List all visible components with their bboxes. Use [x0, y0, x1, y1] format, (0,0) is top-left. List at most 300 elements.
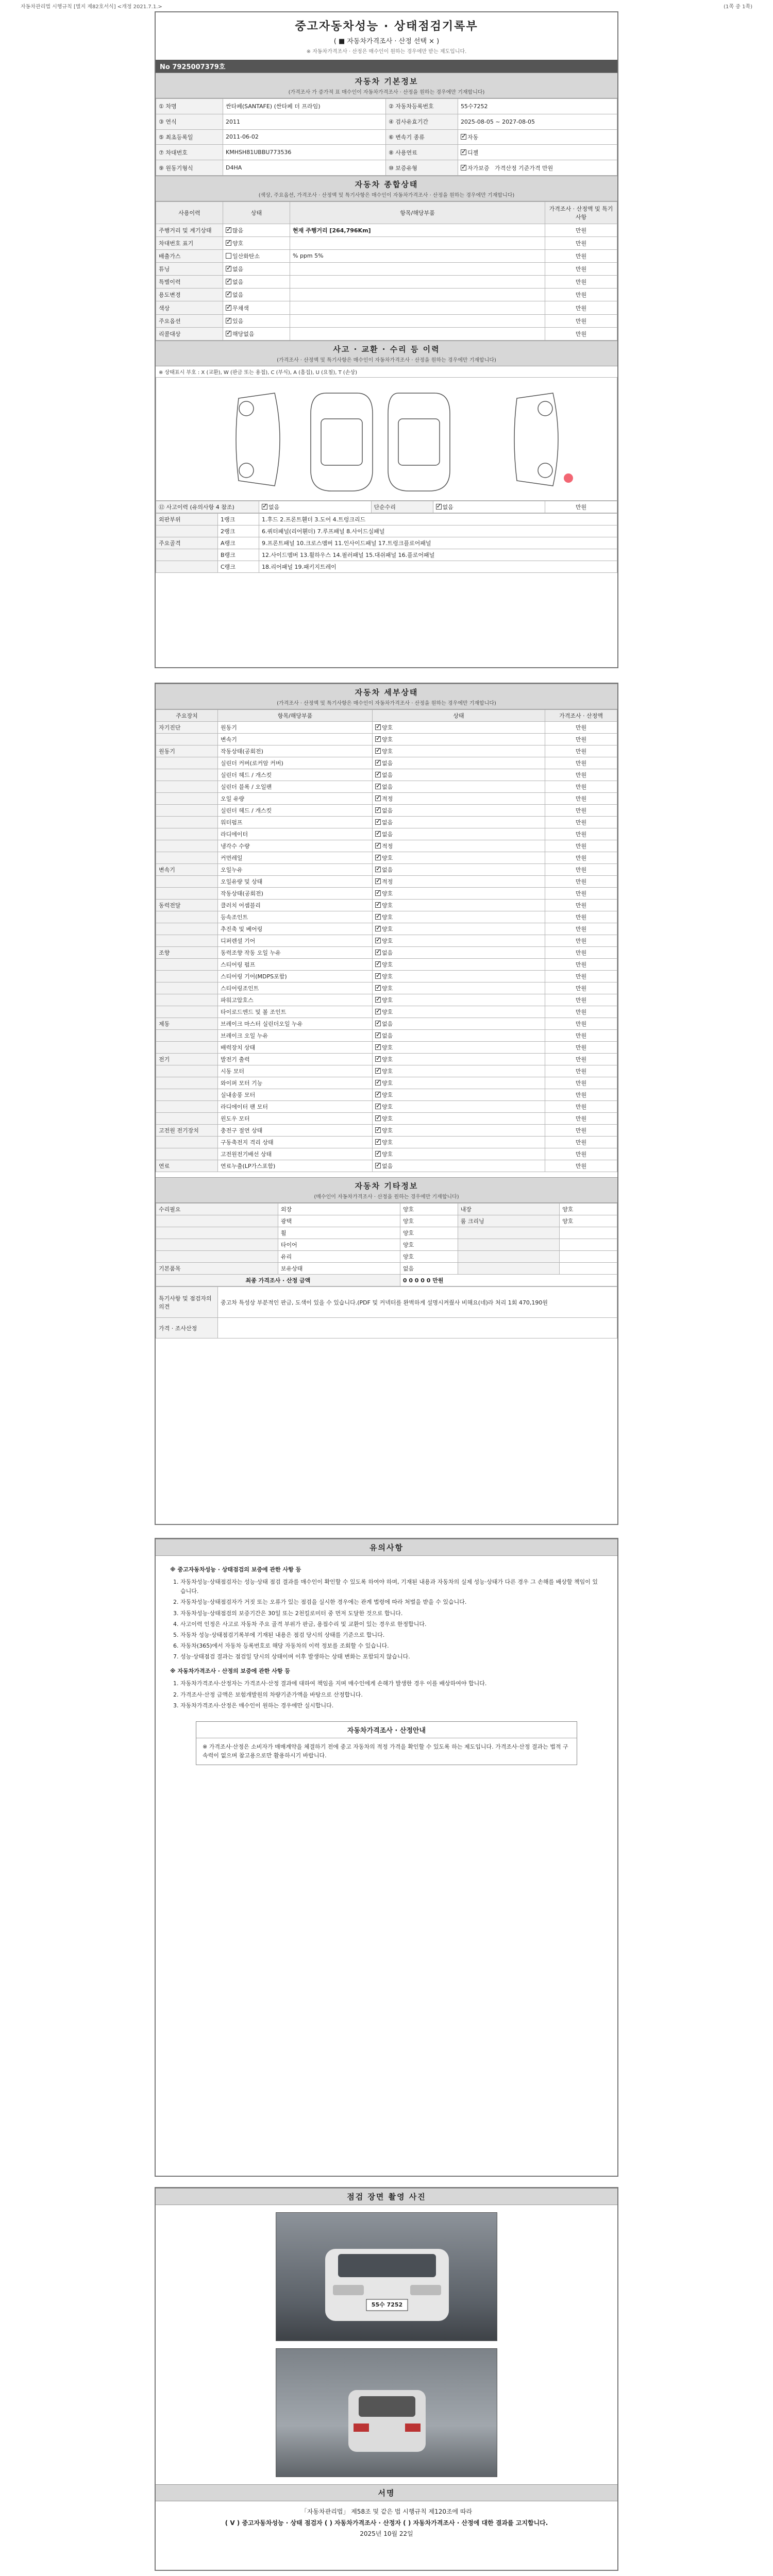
row-item-2: 내장: [458, 1204, 560, 1215]
table-row: [156, 982, 617, 994]
row-status: [373, 745, 545, 757]
row-status: ✓ 없음: [223, 289, 290, 301]
accident-legend: ※ 상태표시 부호 : X (교환), W (판금 또는 용접), C (부식), A (흠집), U (요철), T (손상): [159, 370, 358, 376]
table-row: [156, 1204, 617, 1215]
checkbox-icon: [375, 997, 381, 1003]
row-price: 만원: [545, 757, 617, 769]
row-group: [156, 876, 218, 888]
final-price-value: 0 0 0 0 0 만원: [400, 1275, 617, 1286]
row-status: [373, 1101, 545, 1113]
table-row: [156, 734, 617, 745]
special-text-2: [218, 1318, 617, 1338]
report-note: ※ 자동차가격조사 · 산정은 매수인이 원하는 경우에만 받는 제도입니다.: [306, 49, 467, 55]
checkbox-icon: [375, 985, 381, 991]
row-group: [156, 1227, 278, 1239]
extra-note: (매수인이 자동차가격조사 · 산정을 원하는 경우에만 기재합니다): [314, 1194, 459, 1200]
row-status: 일산화탄소: [223, 249, 290, 262]
rear-photo: [276, 2348, 497, 2477]
report-page-1: [155, 11, 618, 668]
table-row: [156, 793, 617, 805]
col-header: 사용이력: [156, 202, 223, 224]
row-price: 만원: [545, 314, 617, 327]
row-status-2: [560, 1251, 617, 1263]
checkbox-icon: [461, 149, 466, 155]
table-row: [156, 1263, 617, 1275]
checkbox-icon: [461, 165, 466, 171]
row-status: [373, 1148, 545, 1160]
checkbox-icon: [375, 1127, 381, 1133]
checkbox-icon: [375, 831, 381, 837]
row-group: [156, 1065, 218, 1077]
row-price: 만원: [545, 1030, 617, 1042]
status-text: 양호: [382, 1127, 393, 1134]
signature-date: 2025년 10월 22일: [360, 2530, 413, 2538]
status-text: 없음: [382, 831, 393, 838]
row-price: 만원: [545, 1054, 617, 1065]
checkbox-icon: [461, 134, 466, 140]
checkbox-icon: [375, 902, 381, 908]
checkbox-icon: [375, 1104, 381, 1109]
list-item: 5. 자동차 성능·상태점검기록부에 기재된 내용은 점검 당시의 상태를 기준으로 합니다.: [180, 1631, 603, 1640]
cell-label: [385, 160, 458, 176]
status-text: 양호: [382, 973, 393, 980]
row-status: 양호: [400, 1204, 458, 1215]
status-text: 없음: [382, 772, 393, 778]
row-group: [156, 1101, 218, 1113]
extra-header: [156, 1177, 617, 1203]
row-status: 양호: [400, 1215, 458, 1227]
row-group: [156, 1006, 218, 1018]
row-price: 만원: [545, 1077, 617, 1089]
row-status: 없음: [400, 1263, 458, 1275]
table-row: [156, 1251, 617, 1263]
row-price: 만원: [545, 249, 617, 262]
checkbox-icon: [375, 914, 381, 920]
status-text: 양호: [382, 1104, 393, 1110]
row-price: 만원: [545, 781, 617, 793]
table-row: [156, 852, 617, 864]
notice-sub-1: ※ 중고자동차성능 · 상태점검의 보증에 관한 사항 등: [170, 1566, 301, 1573]
cell-value: 55수7252: [458, 99, 617, 114]
table-row: [156, 840, 617, 852]
row-status: ✓ 있음: [223, 314, 290, 327]
row-price: 만원: [545, 1137, 617, 1148]
row-status: ✓ 없음: [223, 276, 290, 289]
row-status: [373, 947, 545, 959]
row-group: [156, 793, 218, 805]
status-text: 양호: [382, 890, 393, 897]
report-page-3: [155, 1538, 618, 2177]
row-label: 차대번호 표기: [156, 236, 223, 249]
row-detail: [290, 327, 545, 340]
basic-info-table: [156, 98, 617, 176]
row-price: 만원: [545, 923, 617, 935]
row-item: 연료누출(LP가스포함): [218, 1160, 373, 1172]
row-status: [373, 971, 545, 982]
row-status: [373, 817, 545, 828]
row-price: 만원: [545, 793, 617, 805]
row-group: [156, 828, 218, 840]
row-group: [156, 959, 218, 971]
table-row: [156, 1148, 617, 1160]
transmission-value: 자동: [467, 133, 479, 141]
accident-note: (가격조사 · 산정액 및 특기사항은 매수인이 자동차가격조사 · 산정을 원하는 경우에만 기재합니다): [277, 358, 496, 363]
row-group: 동력전달: [156, 900, 218, 911]
document-number: No 7925007379호: [156, 60, 617, 73]
table-row: [156, 1125, 617, 1137]
row-price: 만원: [545, 1160, 617, 1172]
table-row: [156, 1160, 617, 1172]
table-row: [156, 1065, 617, 1077]
status-text: 양호: [382, 1009, 393, 1015]
row-status: ✓ 해당없음: [223, 327, 290, 340]
row-label: 리콜대상: [156, 327, 223, 340]
warranty-value: 자가보증: [467, 164, 490, 172]
row-label: 주행거리 및 계기상태: [156, 224, 223, 236]
row-item: 브레이크 마스터 실린더오일 누유: [218, 1018, 373, 1030]
summary-title: 자동차 종합상태: [355, 180, 418, 189]
row-price: 만원: [545, 1125, 617, 1137]
car-damage-diagram: [156, 377, 617, 501]
accident-header: [156, 341, 617, 366]
extra-title: 자동차 기타정보: [355, 1181, 418, 1191]
row-item-2: [458, 1239, 560, 1251]
table-row: [156, 1215, 617, 1227]
rank-table: 외판부위 1랭크 1.후드 2.프론트휀더 3.도어 4.트렁크리드 2랭크 6.쿼터패널(리어휀더) 7.루프패널 8.사이드실패널 주요골격 A랭크 9.프론트패널 10.크로스멤버 11.인사이드패널 17.트렁크플로어패널 B랭크 12.사이드멤버 13.휠하우스 14.필러패널 15.대쉬패널 16.플로어패널 C랭크 18.리어패널 19.패키지트레이: [156, 513, 617, 573]
signature-line-1: 「자동차관리법」 제58조 및 같은 법 시행규칙 제120조에 따라: [300, 2508, 473, 2515]
status-text: 양호: [382, 926, 393, 933]
row-item: 스티어링 기어(MDPS포함): [218, 971, 373, 982]
row-label: 주요옵션: [156, 314, 223, 327]
checkbox-icon: [375, 973, 381, 979]
row-item: 실린더 헤드 / 개스킷: [218, 805, 373, 817]
row-status: [373, 805, 545, 817]
table-row: [156, 757, 617, 769]
row-group: [156, 852, 218, 864]
basic-info-note: (가격조사 가 증가적 표 매수인이 자동차가격조사 · 산정을 원하는 경우에만 기재합니다): [288, 90, 485, 95]
row-item: 원동기: [218, 722, 373, 734]
row-item: 타이로드엔드 및 볼 조인트: [218, 1006, 373, 1018]
col-header: 가격조사 · 산정액: [545, 710, 617, 722]
row-status: 양호: [400, 1239, 458, 1251]
col-header: 상태: [223, 202, 290, 224]
notice-list-1: [170, 1578, 603, 1662]
row-price: 만원: [545, 1113, 617, 1125]
row-status: [373, 935, 545, 947]
row-item: 파워고압호스: [218, 994, 373, 1006]
table-row: [156, 1113, 617, 1125]
row-price: 만원: [545, 900, 617, 911]
summary-header: [156, 176, 617, 201]
checkbox-icon: [375, 772, 381, 777]
row-status: [373, 734, 545, 745]
cell-value: 싼타페(SANTAFE) (싼타페 더 프라임): [223, 99, 386, 114]
status-text: 양호: [382, 1115, 393, 1122]
row-group: 기본품목: [156, 1263, 278, 1275]
detail-note: (가격조사 · 산정액 및 특기사항은 매수인이 자동차가격조사 · 산정을 원하는 경우에만 기재합니다): [277, 701, 496, 706]
row-status: ✓ 많음: [223, 224, 290, 236]
row-label: 배출가스: [156, 249, 223, 262]
row-group: [156, 1215, 278, 1227]
table-row: [156, 947, 617, 959]
row-item-2: [458, 1263, 560, 1275]
list-item: 1. 자동차가격조사·산정자는 가격조사·산정 결과에 대하여 책임을 지며 매수인에게 손해가 발생한 경우 이를 배상하여야 합니다.: [180, 1679, 603, 1688]
row-status: [373, 923, 545, 935]
row-status: [373, 1125, 545, 1137]
row-status: ✓ 양호: [223, 236, 290, 249]
row-item: 동력조향 작동 오일 누유: [218, 947, 373, 959]
row-price: 만원: [545, 959, 617, 971]
checkbox-icon: [375, 938, 381, 943]
car-outline-icon: [156, 378, 618, 500]
row-status: [373, 888, 545, 900]
row-item: 워터펌프: [218, 817, 373, 828]
list-item: 4. 사고이력 인정은 사고로 자동차 주요 골격 부위가 판금, 용접수리 및 교환이 있는 경우로 한정합니다.: [180, 1620, 603, 1629]
checkbox-icon: [375, 1056, 381, 1062]
row-item: 등속조인트: [218, 911, 373, 923]
row-price: 만원: [545, 289, 617, 301]
row-status: ✓ 무채색: [223, 301, 290, 314]
row-label: 색상: [156, 301, 223, 314]
list-item: 3. 자동차가격조사·산정은 매수인이 원하는 경우에만 실시합니다.: [180, 1701, 603, 1710]
signature-line-2: ( V ) 중고자동차성능 · 상태 점검자 ( ) 자동차가격조사 · 산정자 ( ) 자동차가격조사 · 산정에 대한 결과를 고지합니다.: [225, 2519, 548, 2527]
table-row: [156, 1101, 617, 1113]
mileage-value: 현재 주행거리 [264,796Km]: [290, 224, 545, 236]
row-item: 충전구 절연 상태: [218, 1125, 373, 1137]
row-group: [156, 911, 218, 923]
basic-info-title: 자동차 기본정보: [355, 77, 418, 86]
row-item: 배력장치 상태: [218, 1042, 373, 1054]
table-row: [156, 864, 617, 876]
row-price: 만원: [545, 1089, 617, 1101]
status-text: 양호: [382, 1151, 393, 1158]
checkbox-icon: [375, 855, 381, 860]
status-text: 양호: [382, 1056, 393, 1063]
checkbox-icon: [375, 1068, 381, 1074]
repair-label: 단순수리: [371, 501, 433, 513]
row-item: 실린더 헤드 / 개스킷: [218, 769, 373, 781]
status-text: 없음: [382, 819, 393, 826]
row-price: 만원: [545, 722, 617, 734]
row-group: 제동: [156, 1018, 218, 1030]
table-row: [156, 994, 617, 1006]
table-row: [156, 900, 617, 911]
row-group: [156, 1113, 218, 1125]
price-guide-text: ※ 가격조사·산정은 소비자가 매매계약을 체결하기 전에 중고 자동차의 적정 가격을 확인할 수 있도록 하는 제도입니다. 가격조사·산정 결과는 법적 구속력이 없으며 참고용으로만 활용하시기 바랍니다.: [203, 1743, 568, 1759]
report-page-4: [155, 2187, 618, 2571]
row-group: [156, 769, 218, 781]
table-row: [156, 781, 617, 793]
status-text: 양호: [382, 961, 393, 968]
row-item: 시동 모터: [218, 1065, 373, 1077]
status-text: 없음: [382, 950, 393, 956]
checkbox-icon: [375, 807, 381, 813]
row-price: 만원: [545, 734, 617, 745]
row-group: [156, 805, 218, 817]
table-row: [156, 1077, 617, 1089]
checkbox-icon: [375, 878, 381, 884]
row-status: [373, 982, 545, 994]
row-item: 라디에이터: [218, 828, 373, 840]
checkbox-icon: [375, 1044, 381, 1050]
col-header: 주요장치: [156, 710, 218, 722]
row-status: [373, 840, 545, 852]
row-item: 라디에이터 팬 모터: [218, 1101, 373, 1113]
row-item-2: [458, 1227, 560, 1239]
table-row: [156, 1042, 617, 1054]
repair-status: ✓ 없음: [433, 501, 545, 513]
status-text: 없음: [382, 784, 393, 790]
row-group: [156, 1077, 218, 1089]
row-status: ✓ 없음: [223, 263, 290, 276]
checkbox-icon: [375, 926, 381, 931]
row-item: 작동상태(공회전): [218, 745, 373, 757]
row-status-2: [560, 1239, 617, 1251]
row-status-2: 양호: [560, 1204, 617, 1215]
special-text: 중고차 특성상 부분적인 판금, 도색이 있을 수 있습니다.(PDF 및 커넥터를 완벽하게 설명시켜줬사 비해요(네)라 처리 1회 470,190원: [218, 1287, 617, 1318]
price-basis-label: 가격산정 기준가격: [494, 164, 541, 172]
checkbox-icon: [375, 1080, 381, 1086]
status-text: 양호: [382, 997, 393, 1004]
status-text: 양호: [382, 1080, 393, 1087]
row-price: 만원: [545, 1101, 617, 1113]
row-price: 만원: [545, 852, 617, 864]
row-label: 용도변경: [156, 289, 223, 301]
list-item: 2. 가격조사·산정 금액은 보험개발원의 차량기준가액을 바탕으로 산정합니다.: [180, 1690, 603, 1700]
status-text: 양호: [382, 1139, 393, 1146]
row-label: 튜닝: [156, 263, 223, 276]
accident-table: [156, 501, 617, 513]
row-price: 만원: [545, 911, 617, 923]
summary-table: [156, 201, 617, 341]
row-detail: % ppm 5%: [290, 249, 545, 262]
row-group: [156, 840, 218, 852]
checkbox-icon: [375, 748, 381, 754]
row-item-2: [458, 1251, 560, 1263]
status-text: 양호: [382, 724, 393, 731]
row-detail: [290, 289, 545, 301]
price-guide-box: [196, 1721, 577, 1765]
checkbox-icon: [375, 1115, 381, 1121]
table-row: [156, 959, 617, 971]
row-group: [156, 888, 218, 900]
status-text: 양호: [382, 855, 393, 861]
row-item: 실린더 블록 / 오일팬: [218, 781, 373, 793]
row-price: 만원: [545, 301, 617, 314]
checkbox-icon: [375, 736, 381, 742]
table-row: [156, 722, 617, 734]
front-photo: [276, 2212, 497, 2341]
row-price: 만원: [545, 876, 617, 888]
final-price-label: 최종 가격조사 · 산정 금액: [156, 1275, 400, 1286]
cell-value: [458, 145, 617, 160]
row-group: 자기진단: [156, 722, 218, 734]
table-row: [156, 1030, 617, 1042]
accident-status: ✓ 없음: [259, 501, 372, 513]
row-item: 유리: [278, 1251, 400, 1263]
row-status: [373, 1113, 545, 1125]
row-item: 스티어링 펌프: [218, 959, 373, 971]
table-row: [156, 1054, 617, 1065]
row-status: [373, 1006, 545, 1018]
row-price: 만원: [545, 888, 617, 900]
row-price: 만원: [545, 745, 617, 757]
list-item: 6. 자동차(365)에서 자동차 등록번호로 해당 자동차의 이력 정보를 조회할 수 있습니다.: [180, 1641, 603, 1651]
row-item: 디퍼렌셜 기어: [218, 935, 373, 947]
table-row: [156, 1239, 617, 1251]
notice-body: [156, 1556, 617, 1716]
row-group: 연료: [156, 1160, 218, 1172]
row-status-2: [560, 1263, 617, 1275]
form-header-left: 자동차관리법 시행규칙 [별지 제82호서식] <개정 2021.7.1.>: [21, 4, 162, 10]
fuel-value: 디젤: [467, 149, 479, 156]
col-header: 항목/해당부품: [290, 202, 545, 224]
status-text: 없음: [382, 867, 393, 873]
row-price: 만원: [545, 1148, 617, 1160]
car-front-icon: [276, 2213, 498, 2342]
status-text: 양호: [382, 914, 393, 921]
row-price: 만원: [545, 1018, 617, 1030]
table-row: [156, 1006, 617, 1018]
row-price: 만원: [545, 263, 617, 276]
row-status: [373, 994, 545, 1006]
row-item: 실내송풍 모터: [218, 1089, 373, 1101]
row-item: 보유상태: [278, 1263, 400, 1275]
notice-sub-2: ※ 자동차가격조사 · 산정의 보증에 관한 사항 등: [170, 1668, 290, 1675]
price-guide-title: 자동차가격조사 · 산정안내: [196, 1722, 577, 1738]
table-row: [156, 923, 617, 935]
row-status: [373, 1065, 545, 1077]
cell-label: ⑥ 변속기 종류: [385, 129, 458, 145]
row-group: [156, 971, 218, 982]
row-price: 만원: [545, 982, 617, 994]
status-text: 양호: [382, 938, 393, 944]
checkbox-icon: [375, 724, 381, 730]
checkbox-icon: [375, 843, 381, 849]
report-heading: [156, 12, 617, 57]
row-item: 고전원전기배선 상태: [218, 1148, 373, 1160]
row-price: 만원: [545, 1006, 617, 1018]
row-group: [156, 982, 218, 994]
col-header: 항목/해당부품: [218, 710, 373, 722]
row-label: 특별이력: [156, 276, 223, 289]
row-detail: [290, 314, 545, 327]
list-item: 7. 성능·상태점검 결과는 점검일 당시의 상태이며 이후 발생하는 상태 변화는 포함되지 않습니다.: [180, 1652, 603, 1662]
col-header: 가격조사 · 산정액 및 특기사항: [545, 202, 617, 224]
row-status: [373, 1160, 545, 1172]
list-item: 2. 자동차성능·상태점검자가 거짓 또는 오류가 있는 점검을 실시한 경우에는 관계 법령에 따라 처벌을 받을 수 있습니다.: [180, 1598, 603, 1607]
cell-label: ② 자동차등록번호: [385, 99, 458, 114]
accident-label: ⑫ 사고이력 (유의사항 4 참조): [156, 501, 259, 513]
signature-title: 서명: [378, 2488, 395, 2498]
table-row: [156, 769, 617, 781]
row-status: [373, 793, 545, 805]
row-item: 구동축전지 격리 상태: [218, 1137, 373, 1148]
row-item: 오일 유량: [218, 793, 373, 805]
cell-label: ① 차명: [156, 99, 223, 114]
status-text: 없음: [382, 1163, 393, 1170]
photo-header: [156, 2188, 617, 2205]
checkbox-icon: [375, 784, 381, 789]
list-item: 3. 자동차성능·상태점검의 보증기간은 30일 또는 2천킬로미터 중 먼저 도달한 것으로 합니다.: [180, 1609, 603, 1618]
checkbox-icon: [375, 760, 381, 766]
row-status: [373, 1030, 545, 1042]
table-row: [156, 828, 617, 840]
checkbox-icon: [375, 1163, 381, 1168]
row-group: [156, 923, 218, 935]
row-group: [156, 757, 218, 769]
report-title: 중고자동차성능 · 상태점검기록부: [295, 20, 478, 33]
